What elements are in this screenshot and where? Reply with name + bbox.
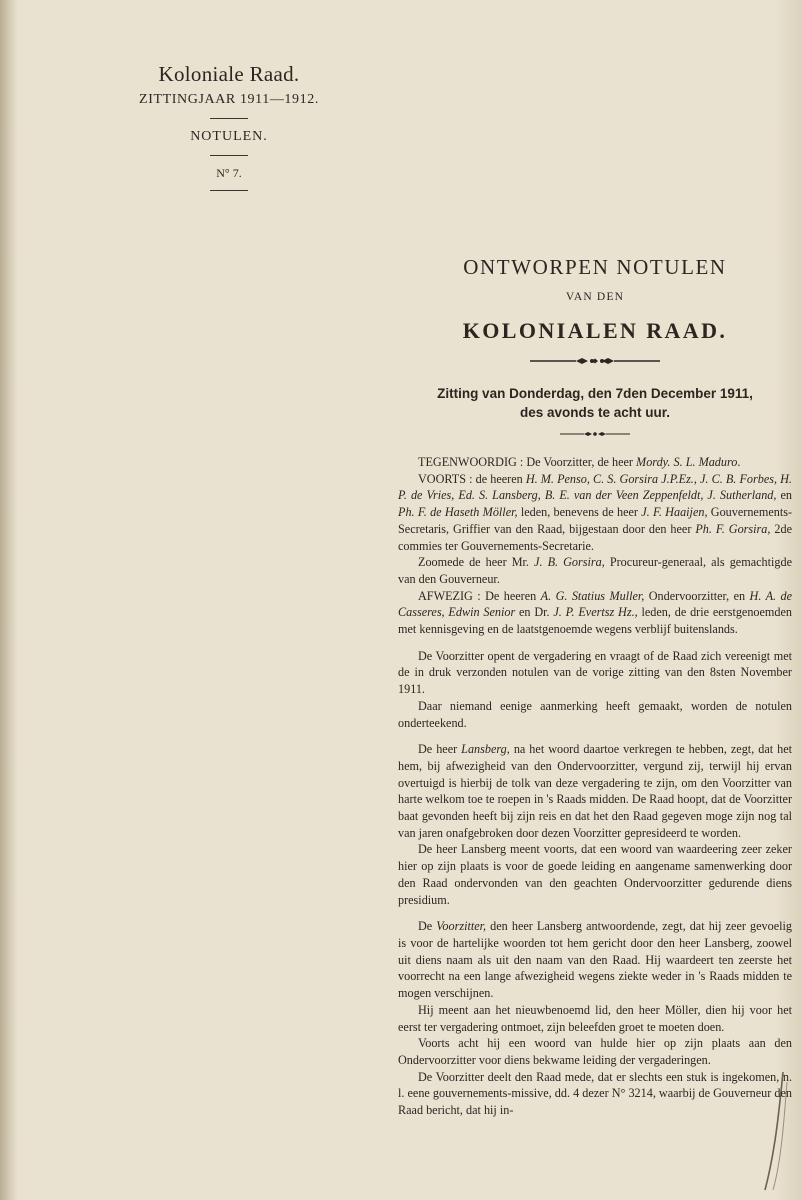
minutes-body <box>398 454 792 1119</box>
paragraph-communication: De Voorzitter deelt den Raad mede, dat er slechts een stuk is ingekomen, n. l. eene gouvernements-missive, dd. 4 dezer N° 3214, waarbij de Gouverneur den Raad bericht, dat hij in- <box>398 1069 792 1118</box>
book-spine-shadow <box>0 0 18 1200</box>
paragraph-lansberg-2: De heer Lansberg meent voorts, dat een woord van waardeering zeer zeker hier op zijn plaats is voor de goede leiding en aangename samenwerking door den Raad ondervonden van den geachten Ondervoorzitter gedurende diens presidium. <box>398 842 792 907</box>
paragraph-signed: Daar niemand eenige aanmerking heeft gemaakt, worden de notulen onderteekend. <box>398 698 792 730</box>
masthead <box>118 60 340 199</box>
paragraph-absent: AFWEZIG : De heeren A. G. Statius Muller, Ondervoorzitter, en H. A. de Casseres, Edwin Senior en Dr. J. P. Evertsz Hz., leden, de drie eerstgenoemden met kennisgeving en de laatstgenoemde wegens verblijf buitenslands. <box>398 588 793 637</box>
title-connector: VAN DEN <box>565 291 625 303</box>
paragraph-tribute: Voorts acht hij een woord van hulde hier op zijn plaats aan den Ondervoorzitter voor diens bekwame leiding der vergaderingen. <box>398 1036 792 1067</box>
document-title: ONTWORPEN NOTULEN <box>463 255 727 279</box>
session-date: Zitting van Donderdag, den 7den December 1911, <box>437 386 753 401</box>
session-time: des avonds te acht uur. <box>519 405 671 420</box>
paragraph-also-present: VOORTS : de heeren H. M. Penso, C. S. Gorsira J.P.Ez., J. C. B. Forbes, H. P. de Vries, Ed. S. Lansberg, B. E. van der Veen Zeppenfeldt, J. Sutherland, en Ph. F. de Haseth Möller, leden, benevens de heer J. F. Haaijen, Gouvernements-Secretaris, Griffier van den Raad, bijgestaan door den heer Ph. F. Gorsira, 2de commies ter Gouvernements-Secretarie. <box>398 471 793 553</box>
paragraph-new-member: Hij meent aan het nieuwbenoemd lid, den heer Möller, dien hij voor het eerst ter vergadering ontmoet, zijn beleefden groet te moeten doen. <box>398 1002 792 1034</box>
divider <box>210 118 248 119</box>
paragraph-lansberg: De heer Lansberg, na het woord daartoe verkregen te hebben, zegt, dat het hem, bij afwezigheid van den Ondervoorzitter, vergund zij, terwijl hij ervan overtuigd is hierbij de tolk van deze vergadering te zijn, om den Voorzitter van harte welkom toe te roepen in 's Raads midden. De Raad hoopt, dat de Voorzitter baat gevonden heeft bij zijn reis en dat het den Raad gegeven moge zijn nog tal van jaren onafgebroken door dezen Voorzitter gepresideerd te worden. <box>398 742 792 840</box>
paragraph-procureur: Zoomede de heer Mr. J. B. Gorsira, Procureur-generaal, als gemachtigde van den Gouverneur. <box>398 555 792 586</box>
masthead-number: N° 7. <box>216 166 242 180</box>
paragraph-chairman-reply: De Voorzitter, den heer Lansberg antwoordende, zegt, dat hij zeer gevoelig is voor de hartelijke woorden tot hem gericht door den heer Lansberg, zoowel uit diens naam als uit den naam van den Raad. Hij waardeert ten zeerste het voorrecht na een lange afwezigheid wegens ziekte weder in 's Raads midden te mogen verschijnen. <box>398 919 792 1001</box>
masthead-section: NOTULEN. <box>190 129 268 144</box>
divider <box>210 190 248 191</box>
ornament-rule <box>530 356 660 366</box>
masthead-title: Koloniale Raad. <box>158 62 300 86</box>
divider <box>210 155 248 156</box>
masthead-year: ZITTINGJAAR 1911—1912. <box>139 92 319 107</box>
main-column <box>398 250 792 1119</box>
session-line <box>398 384 792 422</box>
paragraph-opening: De Voorzitter opent de vergadering en vraagt of de Raad zich vereenigt met de in druk verzonden notulen van de vorige zitting van den 8sten November 1911. <box>398 648 792 697</box>
council-name: KOLONIALEN RAAD. <box>462 318 728 343</box>
paragraph-present: TEGENWOORDIG : De Voorzitter, de heer Mordy. S. L. Maduro. <box>418 455 741 469</box>
ornament-rule-small <box>560 430 630 438</box>
